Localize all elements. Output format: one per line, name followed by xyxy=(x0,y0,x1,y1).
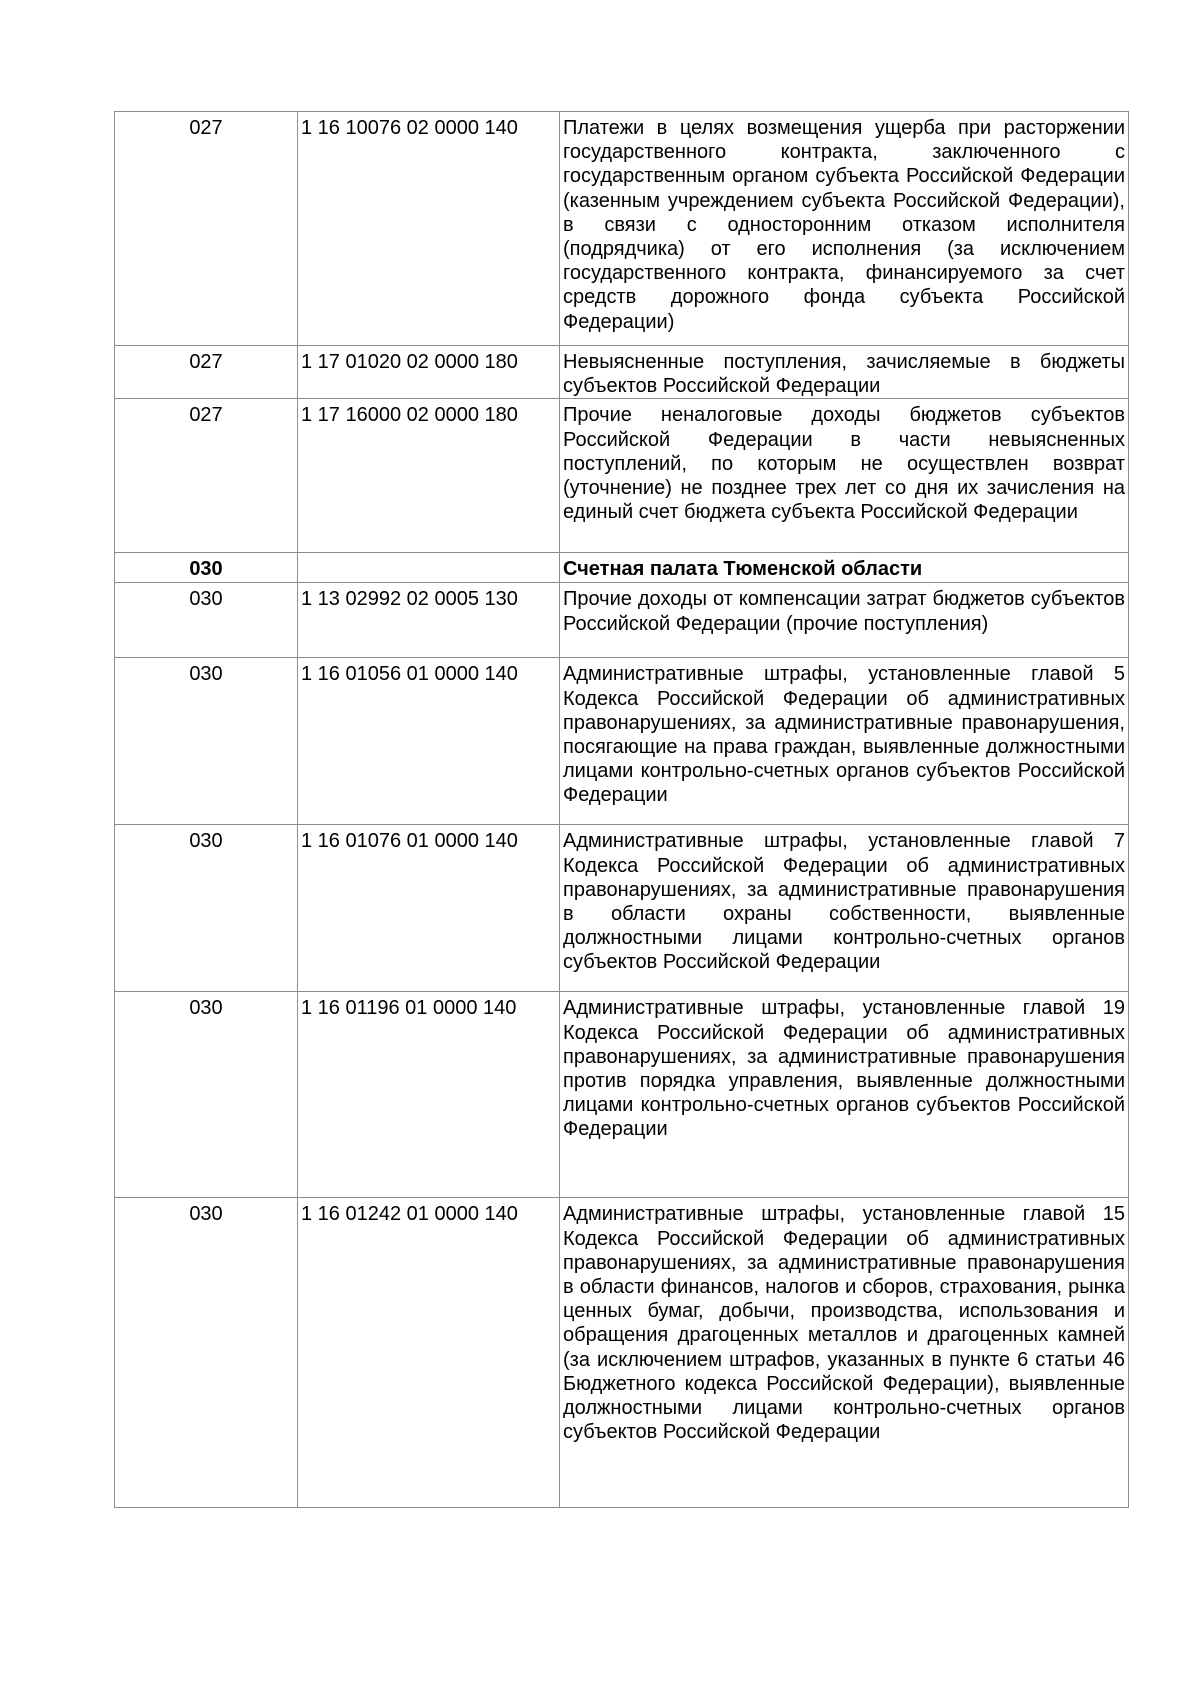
table-row xyxy=(115,992,1129,1198)
revenue-name-cell: Прочие доходы от компенсации затрат бюджетов субъектов Российской Федерации (прочие поступления) xyxy=(560,583,1129,658)
revenue-name-cell: Невыясненные поступления, зачисляемые в бюджеты субъектов Российской Федерации xyxy=(560,346,1129,399)
budget-code-cell: 1 16 01056 01 0000 140 xyxy=(298,658,560,825)
revenue-name-cell: Административные штрафы, установленные главой 5 Кодекса Российской Федерации об административных правонарушениях, за административные правонарушения, посягающие на права граждан, выявленные должностными лицами контрольно-счетных органов субъектов Российской Федерации xyxy=(560,658,1129,825)
table-row xyxy=(115,112,1129,346)
table-row xyxy=(115,346,1129,399)
budget-code-cell: 1 13 02992 02 0005 130 xyxy=(298,583,560,658)
admin-code-cell: 030 xyxy=(115,992,298,1198)
admin-code-cell: 030 xyxy=(115,553,298,583)
revenue-name-cell: Административные штрафы, установленные главой 15 Кодекса Российской Федерации об административных правонарушениях, за административные правонарушения в области финансов, налогов и сборов, страхования, рынка ценных бумаг, добычи, производства, использования и обращения драгоценных металлов и драгоценных камней (за исключением штрафов, указанных в пункте 6 статьи 46 Бюджетного кодекса Российской Федерации), выявленные должностными лицами контрольно-счетных органов субъектов Российской Федерации xyxy=(560,1198,1129,1508)
table-row xyxy=(115,658,1129,825)
budget-code-cell xyxy=(298,553,560,583)
budget-code-cell: 1 17 01020 02 0000 180 xyxy=(298,346,560,399)
admin-code-cell: 030 xyxy=(115,583,298,658)
admin-code-cell: 030 xyxy=(115,1198,298,1508)
table-row xyxy=(115,583,1129,658)
admin-code-cell: 027 xyxy=(115,399,298,553)
table-row-heading xyxy=(115,553,1129,583)
table-row xyxy=(115,825,1129,992)
budget-code-cell: 1 17 16000 02 0000 180 xyxy=(298,399,560,553)
revenue-name-cell: Административные штрафы, установленные главой 19 Кодекса Российской Федерации об административных правонарушениях, за административные правонарушения против порядка управления, выявленные должностными лицами контрольно-счетных органов субъектов Российской Федерации xyxy=(560,992,1129,1198)
revenue-codes-table xyxy=(114,111,1129,1508)
administrator-name-heading: Счетная палата Тюменской области xyxy=(560,553,1129,583)
budget-code-cell: 1 16 01196 01 0000 140 xyxy=(298,992,560,1198)
budget-code-cell: 1 16 10076 02 0000 140 xyxy=(298,112,560,346)
revenue-name-cell: Административные штрафы, установленные главой 7 Кодекса Российской Федерации об административных правонарушениях, за административные правонарушения в области охраны собственности, выявленные должностными лицами контрольно-счетных органов субъектов Российской Федерации xyxy=(560,825,1129,992)
admin-code-cell: 027 xyxy=(115,346,298,399)
table-row xyxy=(115,399,1129,553)
admin-code-cell: 030 xyxy=(115,658,298,825)
table-row xyxy=(115,1198,1129,1508)
revenue-name-cell: Прочие неналоговые доходы бюджетов субъектов Российской Федерации в части невыясненных поступлений, по которым не осуществлен возврат (уточнение) не позднее трех лет со дня их зачисления на единый счет бюджета субъекта Российской Федерации xyxy=(560,399,1129,553)
admin-code-cell: 030 xyxy=(115,825,298,992)
admin-code-cell: 027 xyxy=(115,112,298,346)
budget-code-cell: 1 16 01076 01 0000 140 xyxy=(298,825,560,992)
revenue-name-cell: Платежи в целях возмещения ущерба при расторжении государственного контракта, заключенного с государственным органом субъекта Российской Федерации (казенным учреждением субъекта Российской Федерации), в связи с односторонним отказом исполнителя (подрядчика) от его исполнения (за исключением государственного контракта, финансируемого за счет средств дорожного фонда субъекта Российской Федерации) xyxy=(560,112,1129,346)
budget-code-cell: 1 16 01242 01 0000 140 xyxy=(298,1198,560,1508)
